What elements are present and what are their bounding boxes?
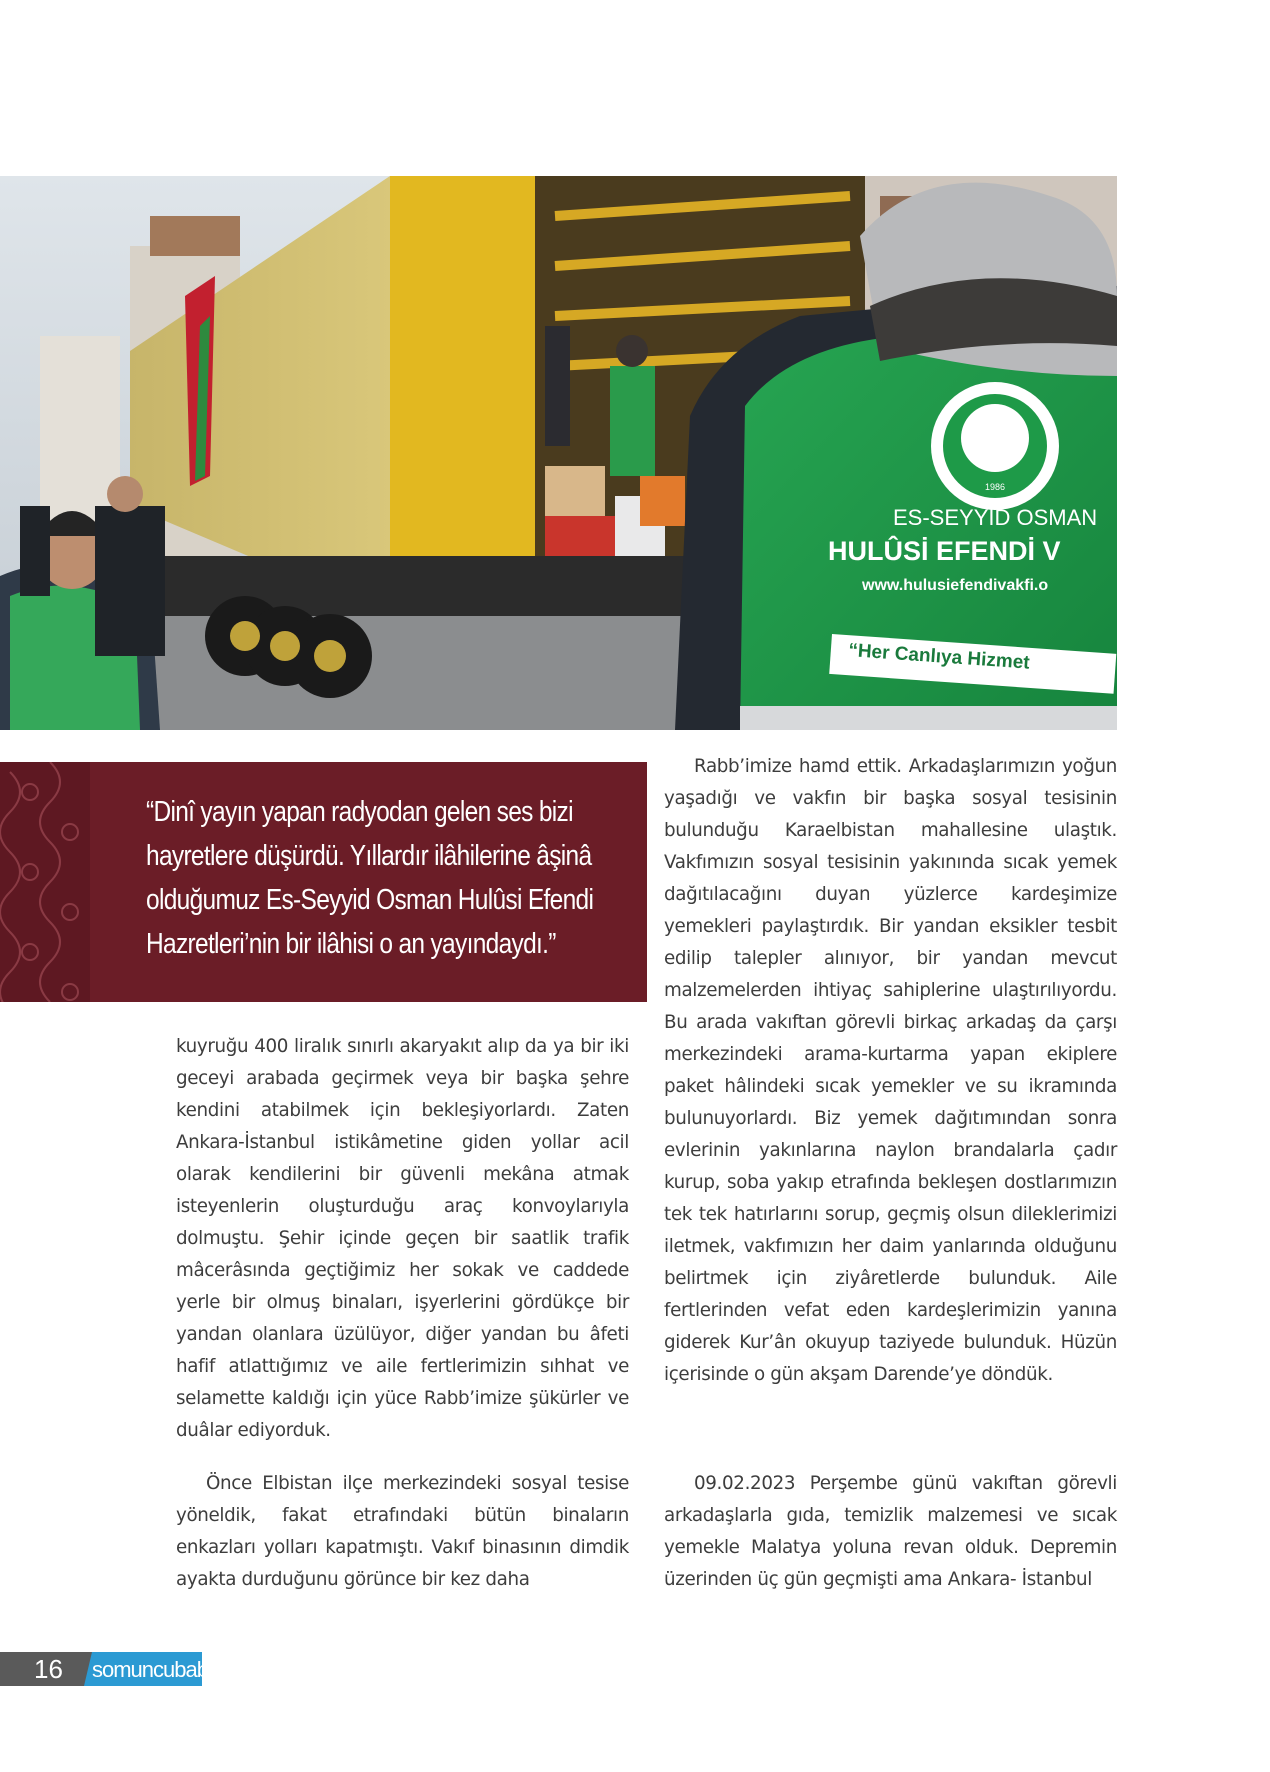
left-paragraph-2: Önce Elbistan ilçe merkezindeki sosyal tesise yöneldik, fakat etrafındaki bütün binaların enkazları yolları kapatmıştı. Vakıf binasının dimdik ayakta durduğunu görünce bir kez daha (176, 1473, 629, 1590)
pull-quote-text: “Dinî yayın yapan radyodan gelen ses bizi hayretlere düşürdü. Yıllardır ilâhilerine âşinâ olduğumuz Es-Seyyid Osman Hulûsi Efendi Hazretleri’nin bir ilâhisi o an yayındaydı.” (146, 796, 594, 960)
vest-text-slogan: “Her Canlıya Hizmet (847, 640, 1031, 674)
brand-logo-text: somuncubaba (92, 1657, 220, 1682)
floral-pattern (0, 762, 90, 1002)
left-column-bottom (176, 1468, 629, 1596)
right-column-bottom (664, 1468, 1117, 1596)
right-paragraph-2: 09.02.2023 Perşembe günü vakıftan görevli arkadaşlarla gıda, temizlik malzemesi ve sıcak yemekle Malatya yoluna revan olduk. Depremin üzerinden üç gün geçmişti ama Ankara- İstanbul (664, 1473, 1117, 1590)
left-paragraph-1: kuyruğu 400 liralık sınırlı akaryakıt alıp da ya bir iki geceyi arabada geçirmek veya bir başka şehre kendini atabilmek için bekleşiyorlardı. Zaten Ankara-İstanbul istikâmetine giden yollar acil olarak kendilerini bir güvenli mekâna atmak isteyenlerin oluşturduğu araç konvoylarıyla dolmuştu. Şehir içinde geçen bir saatlik trafik mâcerâsında geçtiğimiz her sokak ve caddede yerle bir olmuş binaları, işyerlerini gördükçe bir yandan olanlara üzülüyor, diğer yandan bu âfeti hafif atlattığımız ve aile fertlerimizin sıhhat ve selamette kaldığı için yüce Rabb’imize şükürler ve duâlar ediyorduk. (176, 1036, 629, 1441)
page-number: 16 (34, 1654, 63, 1684)
badge-year: 1986 (984, 482, 1006, 492)
left-column-top (176, 1031, 629, 1447)
right-column-top (664, 751, 1117, 1391)
vest-text-line2: HULÛSİ EFENDİ V (828, 536, 1061, 566)
right-paragraph-1: Rabb’imize hamd ettik. Arkadaşlarımızın yoğun yaşadığı ve vakfın bir başka sosyal tesisinin bulunduğu Karaelbistan mahallesine ulaştık. Vakfımızın sosyal tesisinin yakınında sıcak yemek dağıtılacağını duyan yüzlerce kardeşimize yemekleri paylaştırdık. Bir yandan eksikler tesbit edilip talepler alınıyor, bir yandan mevcut malzemelerden ihtiyaç sahiplerine ulaştırılıyordu. Bu arada vakıftan görevli birkaç arkadaş da çarşı merkezindeki arama-kurtarma yapan ekiplere paket hâlindeki sıcak yemekler ve su ikramında bulunuyorlardı. Biz yemek dağıtımından sonra evlerinin yakınlarına naylon brandalarla çadır kurup, soba yakıp etrafında bekleşen dostlarımızın tek tek hatırlarını sorup, geçmiş olsun dileklerimizi iletmek, vakfımızın her daim yanlarında olduğunu belirtmek için ziyâretlerde bulunduk. Aile fertlerinden vefat eden kardeşlerimizin yanına giderek Kur’ân okuyup taziyede bulunduk. Hüzün içerisinde o gün akşam Darende’ye döndük. (664, 756, 1117, 1385)
pull-quote-box (0, 762, 647, 1002)
article-photo (0, 176, 1117, 730)
vest-text-line1: ES-SEYYİD OSMAN (893, 505, 1098, 530)
vest-text-url: www.hulusiefendivakfi.o (862, 577, 1049, 594)
aid-truck-photo (0, 176, 1117, 730)
